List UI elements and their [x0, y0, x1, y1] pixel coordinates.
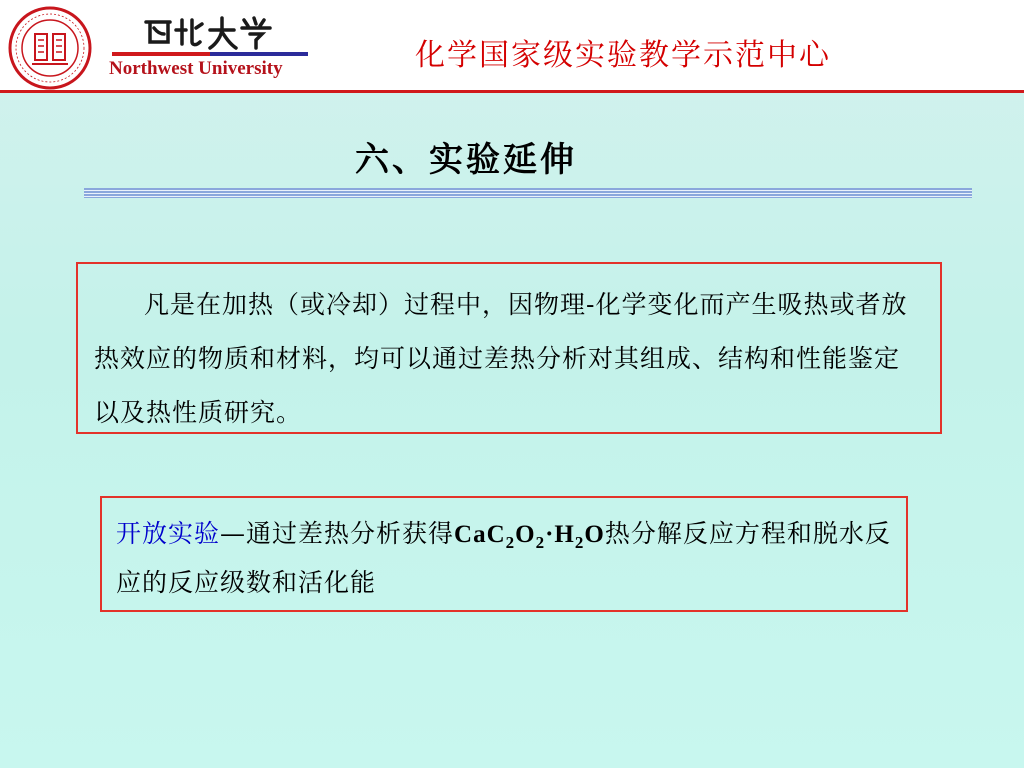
- logo-divider: [112, 52, 308, 56]
- header-bar: [0, 0, 1024, 92]
- section-title: 六、实验延伸: [355, 140, 577, 180]
- title-underline: [84, 188, 972, 198]
- university-seal-logo: [8, 6, 92, 90]
- open-experiment-tail: 热分解反应方程和脱水反应的反应级数和活化能: [116, 519, 891, 597]
- open-experiment-paragraph: [116, 510, 894, 607]
- open-experiment-label: 开放实验: [116, 519, 221, 548]
- header-rule: [0, 90, 1024, 93]
- open-experiment-lead: —通过差热分析获得: [220, 519, 455, 548]
- intro-text-box: [76, 262, 942, 434]
- open-experiment-box: [100, 496, 908, 612]
- center-name: 化学国家级实验教学示范中心: [415, 38, 831, 73]
- chemical-formula: $CaC_2O_2\cdot H_2O$: [454, 521, 605, 552]
- university-script-logo: [140, 14, 275, 50]
- intro-paragraph: 凡是在加热（或冷却）过程中，因物理-化学变化而产生吸热或者放热效应的物质和材料，均可以通过差热分析对其组成、结构和性能鉴定以及热性质研究。: [94, 290, 908, 427]
- university-name-en: Northwest University: [109, 58, 283, 79]
